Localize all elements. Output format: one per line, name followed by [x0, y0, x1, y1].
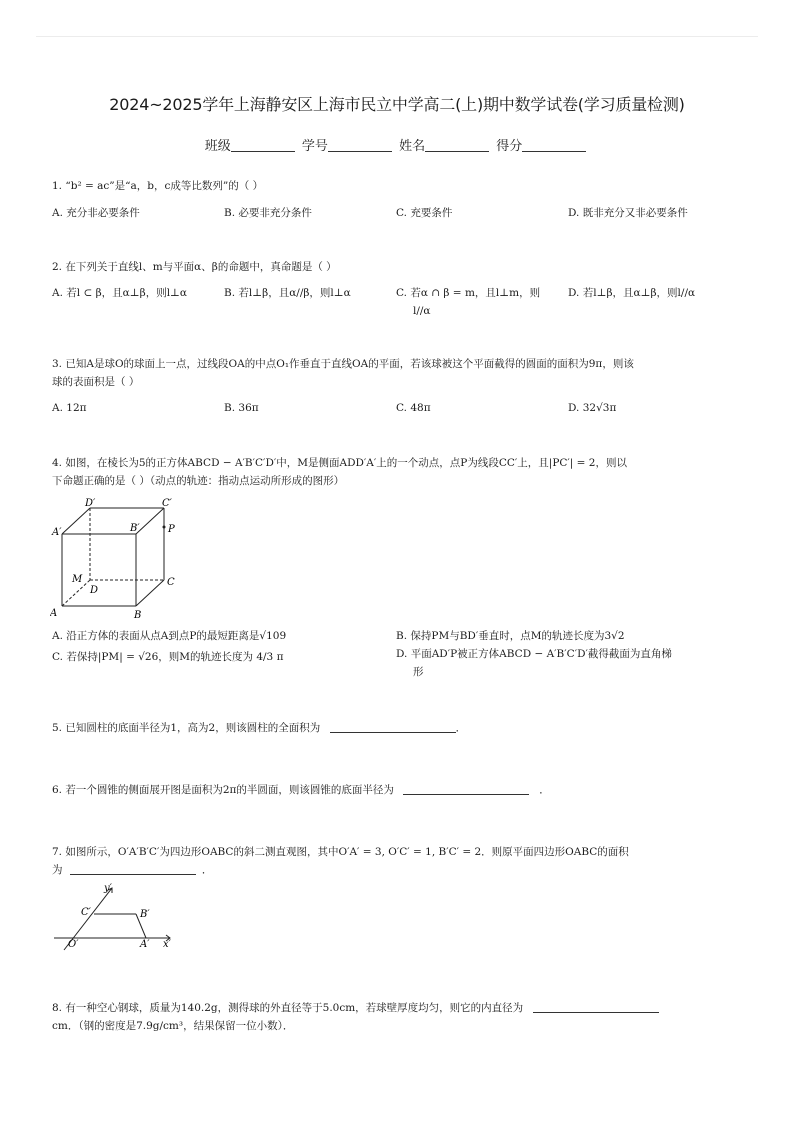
- question-8-stem-line2: cm．（钢的密度是7.9g/cm³，结果保留一位小数）．: [52, 1020, 294, 1032]
- label-y-axis: y′: [104, 883, 112, 894]
- cube-figure: [50, 494, 190, 620]
- name-label: 姓名: [399, 139, 426, 154]
- question-8-answer-blank[interactable]: [533, 1000, 659, 1013]
- question-5: [52, 718, 742, 738]
- label-c-prime: C′: [81, 907, 91, 918]
- question-4-stem-line1: 4. 如图，在棱长为5的正方体ABCD − A′B′C′D′中，M是侧面ADD′A′上的一个动点，点P为线段CC′上，且|PC′| = 2，则以: [52, 457, 627, 469]
- question-8-line1: [52, 998, 742, 1018]
- score-field[interactable]: [522, 151, 586, 152]
- question-4-option-b[interactable]: B. 保持PM与BD′垂直时，点M的轨迹长度为3√2: [396, 630, 625, 642]
- label-a: A: [50, 608, 58, 619]
- question-2-option-c-line2: l//α: [413, 305, 431, 317]
- student-number-label: 学号: [301, 139, 328, 154]
- question-4-option-c[interactable]: C. 若保持|PM| = √26，则M的轨迹长度为 4/3 π: [52, 651, 284, 663]
- question-2-option-b[interactable]: B. 若l⊥β，且α//β，则l⊥α: [224, 287, 351, 299]
- question-4-option-d-line2: 形: [413, 666, 424, 678]
- question-4-option-d[interactable]: D. 平面AD′P被正方体ABCD − A′B′C′D′截得截面为直角梯: [396, 648, 672, 660]
- label-p: P: [168, 524, 175, 535]
- label-b1: B′: [130, 523, 140, 534]
- question-8-stem-line1: 8. 有一种空心钢球，质量为140.2g，测得球的外直径等于5.0cm，若球壁厚度均匀，则它的内直径为: [52, 1002, 524, 1014]
- question-6-tail: ．: [539, 784, 550, 796]
- question-3-stem-line2: 球的表面积是（ ）: [52, 376, 140, 388]
- question-1-option-d[interactable]: D. 既非充分又非必要条件: [568, 207, 688, 219]
- label-x-axis: x′: [163, 939, 171, 950]
- question-6-answer-blank[interactable]: [403, 782, 529, 795]
- class-field[interactable]: [231, 151, 295, 152]
- label-d: D: [90, 585, 99, 596]
- question-2-option-c[interactable]: C. 若α ∩ β = m，且l⊥m，则: [396, 287, 541, 299]
- oblique-projection-figure: [50, 880, 180, 952]
- question-7-tail: ．: [201, 864, 213, 876]
- question-6: [52, 780, 742, 800]
- score-label: 得分: [496, 139, 523, 154]
- question-1-option-a[interactable]: A. 充分非必要条件: [52, 207, 140, 219]
- student-number-field[interactable]: [328, 151, 392, 152]
- question-1-option-c[interactable]: C. 充要条件: [396, 207, 453, 219]
- question-7-stem-line1: 7. 如图所示，O′A′B′C′为四边形OABC的斜二测直观图，其中O′A′ = 3, O′C′ = 1, B′C′ = 2．则原平面四边形OABC的面积: [52, 846, 629, 858]
- question-5-stem: 5. 已知圆柱的底面半径为1，高为2，则该圆柱的全面积为: [52, 722, 321, 734]
- label-c1: C′: [162, 498, 172, 509]
- label-a-prime: A′: [140, 939, 150, 950]
- question-4-stem-line2: 下命题正确的是（ ）（动点的轨迹：指动点运动所形成的图形）: [52, 475, 345, 487]
- question-3-stem-line1: 3. 已知A是球O的球面上一点，过线段OA的中点O₁作垂直于直线OA的平面，若该球被这个平面截得的圆面的面积为9π，则该: [52, 358, 634, 370]
- class-label: 班级: [204, 139, 231, 154]
- name-field[interactable]: [425, 151, 489, 152]
- question-7-answer-blank[interactable]: [70, 862, 196, 875]
- label-o-prime: O′: [68, 939, 79, 950]
- question-3-option-c[interactable]: C. 48π: [396, 402, 431, 414]
- page-title: 2024~2025学年上海静安区上海市民立中学高二(上)期中数学试卷(学习质量检测): [109, 95, 685, 114]
- label-b: B: [134, 610, 142, 620]
- label-b-prime: B′: [140, 909, 150, 920]
- question-7-line2: [52, 860, 742, 880]
- question-6-stem: 6. 若一个圆锥的侧面展开图是面积为2π的半圆面，则该圆锥的底面半径为: [52, 784, 394, 796]
- label-a1: A′: [52, 527, 62, 538]
- label-m: M: [72, 574, 83, 585]
- question-2-option-a[interactable]: A. 若l ⊂ β，且α⊥β，则l⊥α: [52, 287, 188, 299]
- page-top-rule: [36, 36, 758, 37]
- question-2-stem: 2. 在下列关于直线l、m与平面α、β的命题中，真命题是（ ）: [52, 261, 337, 273]
- question-4-option-a[interactable]: A. 沿正方体的表面从点A到点P的最短距离是√109: [52, 630, 287, 642]
- label-c: C: [167, 577, 175, 588]
- question-3-option-b[interactable]: B. 36π: [224, 402, 259, 414]
- question-1-option-b[interactable]: B. 必要非充分条件: [224, 207, 312, 219]
- question-7-stem-line2: 为: [52, 864, 63, 876]
- student-info-row: [0, 135, 794, 154]
- question-1-stem: 1. “b² = ac”是“a，b，c成等比数列”的（ ）: [52, 180, 264, 192]
- label-d1: D′: [85, 498, 96, 509]
- question-5-answer-blank[interactable]: [330, 720, 456, 733]
- question-3-option-d[interactable]: D. 32√3π: [568, 402, 617, 414]
- question-5-tail: ．: [455, 722, 467, 734]
- question-3-option-a[interactable]: A. 12π: [52, 402, 87, 414]
- question-2-option-d[interactable]: D. 若l⊥β，且α⊥β，则l//α: [568, 287, 696, 299]
